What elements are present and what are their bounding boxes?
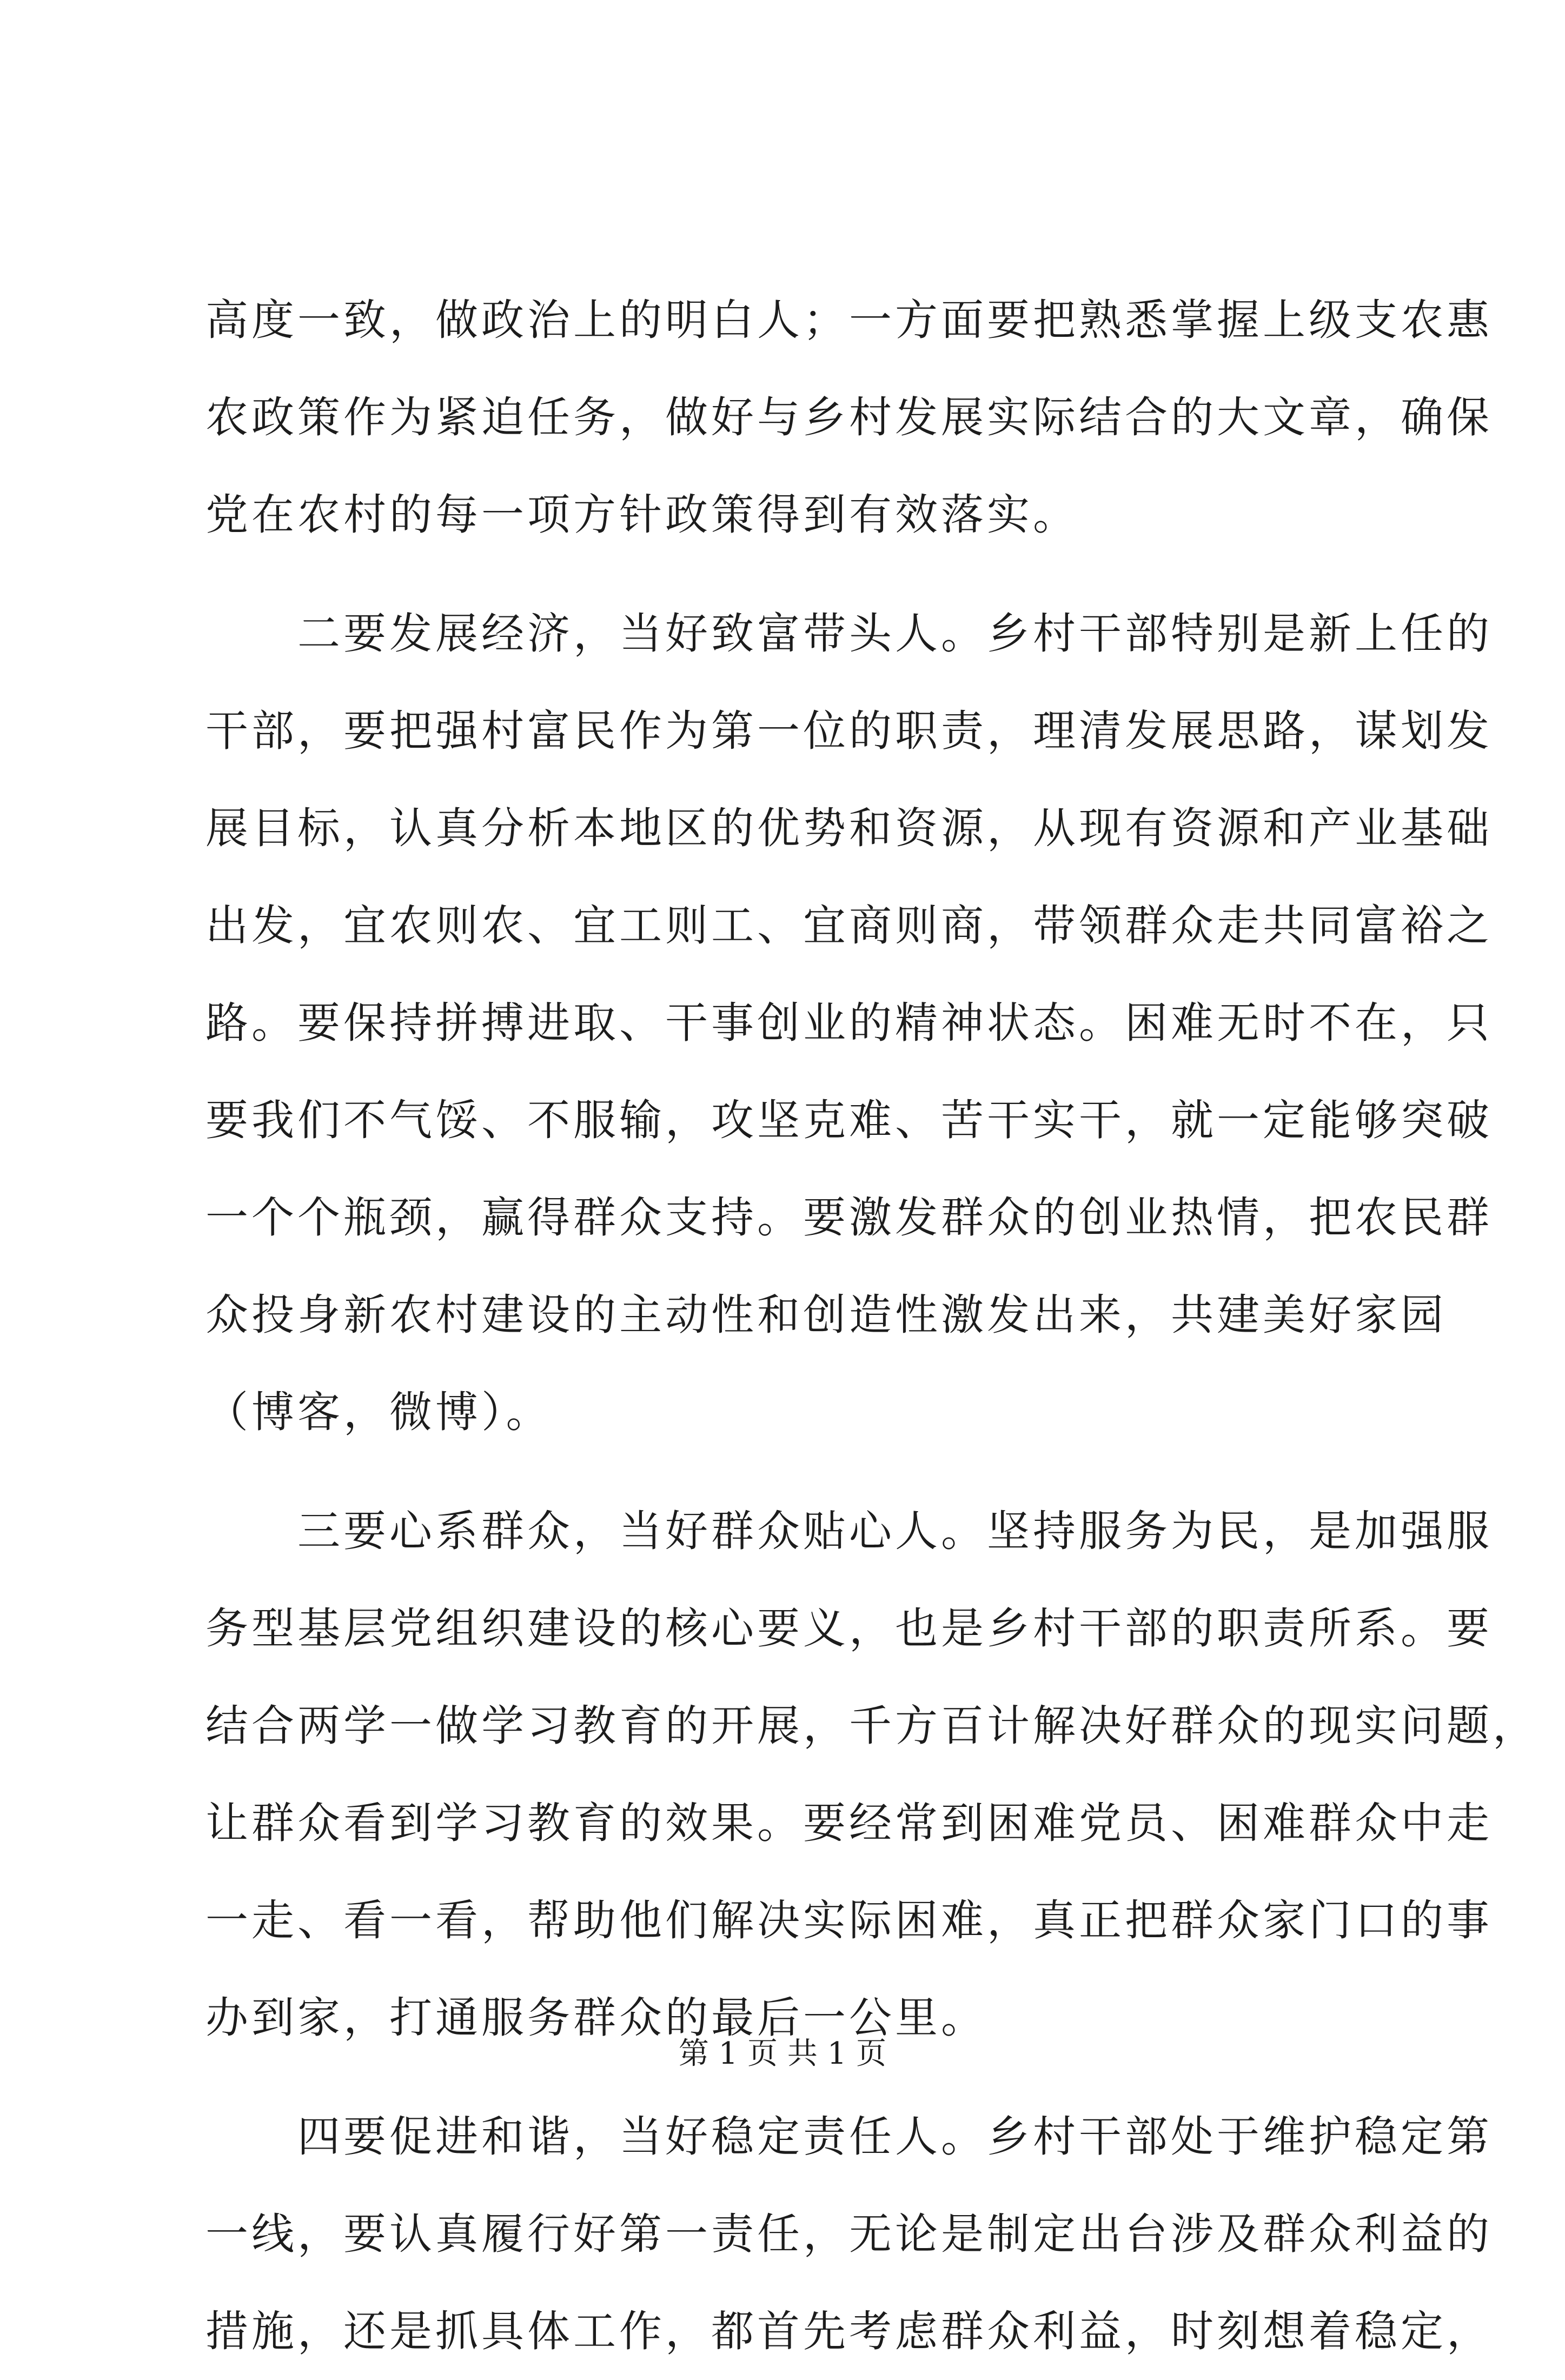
text-line: 一个个瓶颈，赢得群众支持。要激发群众的创业热情，把农民群 <box>205 1193 1493 1242</box>
text-line: （博客，微博）。 <box>205 1387 552 1437</box>
paragraph-start-line: 三要心系群众，当好群众贴心人。坚持服务为民，是加强服 <box>205 1506 1493 1556</box>
text-line: 路。要保持拼搏进取、干事创业的精神状态。困难无时不在，只 <box>205 998 1493 1048</box>
text-line: 一线，要认真履行好第一责任，无论是制定出台涉及群众利益的 <box>205 2209 1493 2259</box>
text-line: 众投身新农村建设的主动性和创造性激发出来，共建美好家园 <box>205 1290 1447 1340</box>
text-line: 让群众看到学习教育的效果。要经常到困难党员、困难群众中走 <box>205 1798 1493 1848</box>
text-line: 展目标，认真分析本地区的优势和资源，从现有资源和产业基础 <box>205 803 1493 853</box>
text-line: 一走、看一看，帮助他们解决实际困难，真正把群众家门口的事 <box>205 1896 1493 1945</box>
text-line: 农政策作为紧迫任务，做好与乡村发展实际结合的大文章，确保 <box>205 393 1493 442</box>
text-line: 务型基层党组织建设的核心要义，也是乡村干部的职责所系。要 <box>205 1604 1493 1653</box>
text-line: 办到家，打通服务群众的最后一公里。 <box>205 1993 987 2043</box>
text-line: 党在农村的每一项方针政策得到有效落实。 <box>205 490 1079 540</box>
text-line: 干部，要把强村富民作为第一位的职责，理清发展思路，谋划发 <box>205 706 1493 756</box>
text-line: 措施，还是抓具体工作，都首先考虑群众利益，时刻想着稳定， <box>205 2306 1493 2356</box>
paragraph-start-line: 二要发展经济，当好致富带头人。乡村干部特别是新上任的 <box>205 609 1493 659</box>
text-line: 出发，宜农则农、宜工则工、宜商则商，带领群众走共同富裕之 <box>205 901 1493 950</box>
paragraph-start-line: 四要促进和谐，当好稳定责任人。乡村干部处于维护稳定第 <box>205 2112 1493 2162</box>
page-number-footer: 第 1 页 共 1 页 <box>678 2036 887 2071</box>
text-line: 结合两学一做学习教育的开展，千方百计解决好群众的现实问题， <box>205 1701 1539 1751</box>
text-line: 要我们不气馁、不服输，攻坚克难、苦干实干，就一定能够突破 <box>205 1095 1493 1145</box>
text-line: 高度一致，做政治上的明白人；一方面要把熟悉掌握上级支农惠 <box>205 295 1493 345</box>
